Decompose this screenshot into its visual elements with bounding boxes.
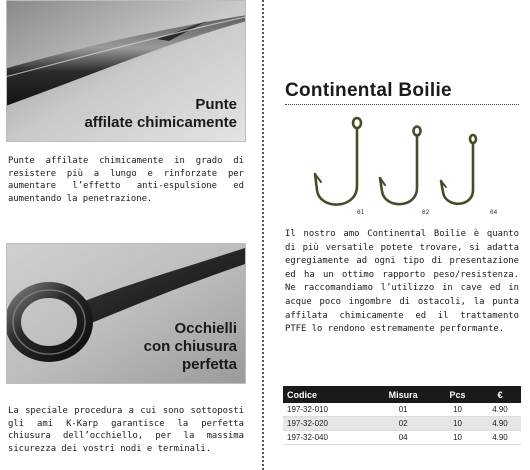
hook-eye-photo [6, 243, 246, 384]
hook-size-label: 04 [490, 209, 498, 216]
code-cell: 197-32-020 [283, 417, 370, 431]
product-description: Il nostro amo Continental Boilie è quanto di più versatile potete trovare, si adatta egregiamente ad ogni tipo di presentazione ed ha un ottimo rapporto peso/resistenza. Ne raccomandiamo l’utilizzo in cave ed in acque poco ingombre di ostacoli, la punta affilata chimicamente ed il trattamento PTFE lo rendono estremamente performante. [285, 229, 519, 335]
hook-point-description: Punte affilate chimicamente in grado di resistere più a lungo e rinforzate per aumentare l’effetto anti-espulsione ed aumentando la penetrazione. [8, 156, 244, 204]
hook-sizes-image [285, 112, 515, 220]
caption-line: affilate chimicamente [84, 114, 237, 131]
table-header-row [283, 386, 521, 403]
price-cell: 4.90 [479, 417, 521, 431]
column-divider [262, 0, 264, 470]
hook-eye-caption [144, 320, 237, 374]
column-header: Misura [370, 386, 436, 403]
caption-line: con chiusura [143, 338, 237, 355]
size-cell: 01 [370, 403, 436, 417]
caption-line: Occhielli [174, 320, 237, 337]
hook-04-icon [441, 135, 476, 204]
hook-02-icon [380, 127, 421, 205]
hook-point-caption [84, 96, 237, 132]
table-row [283, 431, 521, 445]
hook-size-label: 02 [422, 209, 430, 216]
size-cell: 02 [370, 417, 436, 431]
code-cell: 197-32-040 [283, 431, 370, 445]
product-title: Continental Boilie [285, 80, 452, 101]
caption-line: perfetta [181, 356, 237, 373]
spec-table [283, 386, 521, 445]
column-header: Pcs [436, 386, 479, 403]
price-cell: 4.90 [479, 431, 521, 445]
table-row [283, 417, 521, 431]
hook-illustrations [285, 112, 515, 225]
hook-eye-description: La speciale procedura a cui sono sottoposti gli ami K-Karp garantisce la perfetta chiusura dell’occhiello, per la massima sicurezza dei vostri nodi e terminali. [8, 406, 244, 454]
pcs-cell: 10 [436, 417, 479, 431]
table-row [283, 403, 521, 417]
size-cell: 04 [370, 431, 436, 445]
column-header: € [479, 386, 521, 403]
hook-01-icon [315, 118, 361, 205]
pcs-cell: 10 [436, 403, 479, 417]
code-cell: 197-32-010 [283, 403, 370, 417]
title-divider [285, 104, 519, 105]
pcs-cell: 10 [436, 431, 479, 445]
caption-line: Punte [195, 96, 237, 113]
hook-size-label: 01 [357, 209, 365, 216]
price-cell: 4.90 [479, 403, 521, 417]
hook-point-photo [6, 0, 246, 142]
column-header: Codice [283, 386, 370, 403]
